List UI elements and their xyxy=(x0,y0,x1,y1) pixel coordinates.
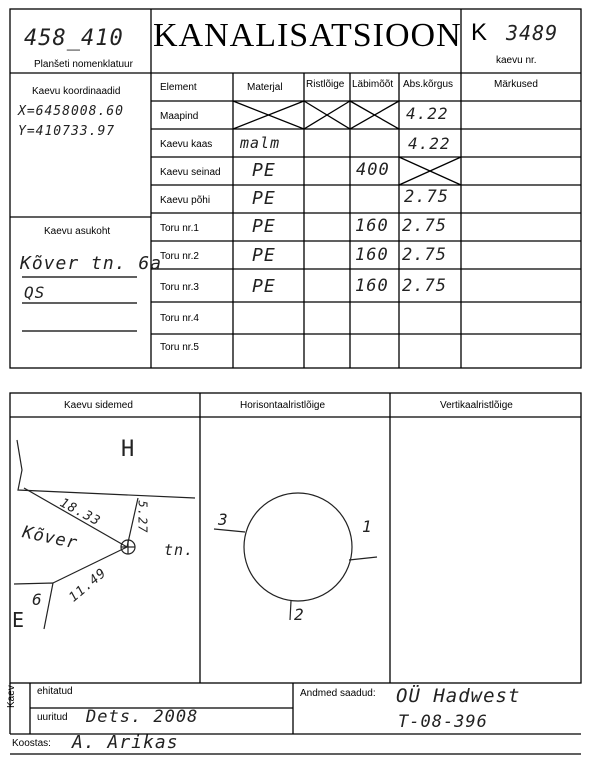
row-element: Kaevu seinad xyxy=(160,167,221,178)
pipe-label-1: 1 xyxy=(362,517,373,536)
k-letter: K xyxy=(471,19,488,46)
cell-material: PE xyxy=(252,216,276,237)
data-source-company: OÜ Hadwest xyxy=(396,685,521,707)
header-element: Element xyxy=(160,82,197,93)
kaev-label: Kaev xyxy=(6,685,17,708)
cell-material: PE xyxy=(252,276,276,297)
location-line-2: QS xyxy=(24,283,46,302)
sketch-header-connections: Kaevu sidemed xyxy=(64,400,133,411)
built-label: ehitatud xyxy=(37,686,73,697)
row-element: Kaevu põhi xyxy=(160,195,211,206)
cell-abs-height: 4.22 xyxy=(406,104,449,123)
cell-abs-height: 2.75 xyxy=(404,187,449,207)
sketch-label-e: E xyxy=(12,608,26,632)
data-source-label: Andmed saadud: xyxy=(300,688,376,699)
sketch-distance-3: 11.49 xyxy=(66,565,110,606)
compiled-by-name: A. Arikas xyxy=(72,732,179,753)
cell-diameter: 400 xyxy=(356,160,390,180)
sheet-label: Planšeti nomenklatuur xyxy=(34,59,133,70)
surveyed-label: uuritud xyxy=(37,712,68,723)
header-material: Materjal xyxy=(247,82,283,93)
row-element: Toru nr.1 xyxy=(160,223,199,234)
row-element: Toru nr.2 xyxy=(160,251,199,262)
row-element: Maapind xyxy=(160,111,199,122)
compiled-by-label: Koostas: xyxy=(12,738,51,749)
sketch-distance-1: 18.33 xyxy=(57,495,104,530)
cell-abs-height: 2.75 xyxy=(402,276,447,296)
row-element: Toru nr.5 xyxy=(160,342,199,353)
header-diameter: Läbimõõt xyxy=(352,79,394,90)
sketch-label-h: H xyxy=(121,437,136,462)
cell-abs-height: 2.75 xyxy=(402,216,447,236)
location-line-1: Kõver tn. 6a xyxy=(20,253,163,274)
cell-diameter: 160 xyxy=(355,245,389,265)
cell-abs-height: 4.22 xyxy=(408,134,451,153)
location-label: Kaevu asukoht xyxy=(44,226,111,237)
surveyed-date: Dets. 2008 xyxy=(86,707,199,727)
form-title: KANALISATSIOON xyxy=(153,17,462,54)
row-element: Toru nr.4 xyxy=(160,313,199,324)
cell-material: malm xyxy=(240,134,281,152)
cell-material: PE xyxy=(252,245,276,266)
sketch-header-vertical: Vertikaalristlõige xyxy=(440,400,513,411)
header-remarks: Märkused xyxy=(494,79,538,90)
cell-material: PE xyxy=(252,188,276,209)
row-element: Toru nr.3 xyxy=(160,282,199,293)
row-element: Kaevu kaas xyxy=(160,139,213,150)
sketch-street-abbr: tn. xyxy=(164,541,195,559)
sketch-header-horizontal: Horisontaalristlõige xyxy=(240,400,326,411)
well-number: 3489 xyxy=(506,21,559,45)
cell-diameter: 160 xyxy=(355,216,389,236)
header-abs-height: Abs.kõrgus xyxy=(403,79,454,90)
well-number-label: kaevu nr. xyxy=(496,55,537,66)
cell-diameter: 160 xyxy=(355,276,389,296)
coord-y: Y=410733.97 xyxy=(18,124,116,139)
coords-label: Kaevu koordinaadid xyxy=(32,86,121,97)
header-cross-section: Ristlõige xyxy=(306,79,345,90)
pipe-label-2: 2 xyxy=(294,605,305,624)
sketch-distance-2: 5.27 xyxy=(135,500,150,534)
cell-abs-height: 2.75 xyxy=(402,245,447,265)
data-source-code: T-08-396 xyxy=(398,712,488,732)
sheet-number: 458_410 xyxy=(24,26,124,51)
coord-x: X=6458008.60 xyxy=(18,104,124,119)
pipe-label-3: 3 xyxy=(218,510,229,529)
sketch-label-6: 6 xyxy=(32,590,43,609)
cell-material: PE xyxy=(252,160,276,181)
sketch-street-name: Kõver xyxy=(20,522,80,554)
